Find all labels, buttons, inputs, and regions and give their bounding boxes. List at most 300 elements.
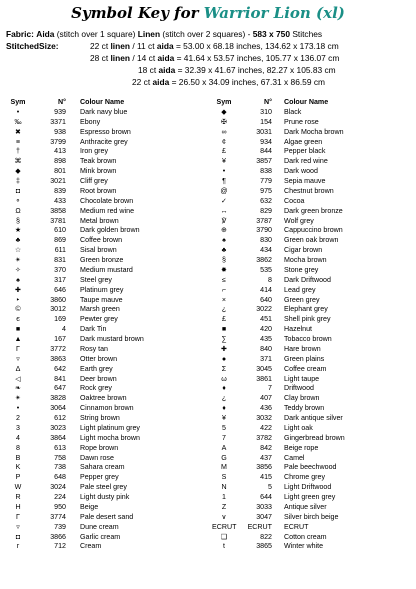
key-row [0, 394, 208, 404]
colour-name: Dark golden brown [80, 226, 140, 235]
dmc-number: 838 [260, 167, 272, 176]
right-column [208, 98, 416, 552]
colour-name: Pewter grey [80, 315, 118, 324]
key-row [208, 542, 416, 552]
colour-name: Pale beechwood [284, 463, 337, 472]
symbol-glyph: S [221, 473, 227, 482]
colour-name: Medium red wine [80, 206, 135, 215]
key-row [208, 128, 416, 138]
key-row [0, 315, 208, 325]
colour-name: Beige rope [284, 443, 319, 452]
colour-name: Dark Mocha brown [284, 127, 344, 136]
colour-name: Hazelnut [284, 325, 312, 334]
symbol-glyph: ❧ [15, 384, 21, 393]
dmc-number: 831 [54, 256, 66, 264]
dmc-number: 3861 [256, 374, 272, 383]
header-num: N° [264, 98, 272, 106]
key-row [208, 177, 416, 187]
key-row [0, 197, 208, 207]
colour-name: Gingerbread brown [284, 433, 345, 442]
symbol-glyph: Ω [15, 206, 21, 215]
colour-name: Algae green [284, 137, 323, 146]
colour-name: Light mocha brown [80, 433, 140, 442]
colour-name: Dark antique silver [284, 414, 343, 422]
colour-name: Coffee brown [80, 236, 123, 245]
colour-name: Chestnut brown [284, 186, 334, 195]
symbol-glyph: N [221, 483, 227, 492]
header-sym: Sym [216, 98, 232, 106]
key-row [0, 483, 208, 493]
key-row [0, 454, 208, 464]
dmc-number: 3787 [256, 216, 272, 225]
dmc-number: 613 [54, 443, 66, 452]
key-row [0, 542, 208, 552]
size-fabric: aida [158, 65, 176, 75]
symbol-glyph: ◘ [15, 186, 21, 195]
key-row [208, 296, 416, 306]
key-row [0, 147, 208, 157]
dmc-number: 415 [260, 473, 272, 482]
symbol-glyph: ↔ [220, 206, 228, 215]
symbol-glyph: 3 [16, 423, 20, 432]
colour-name: Pepper grey [80, 473, 119, 482]
title-main: Symbol Key for [71, 4, 204, 22]
colour-name: Silver birch beige [284, 512, 339, 521]
size-pre: 22 ct [90, 41, 111, 51]
dmc-number: 224 [54, 493, 66, 501]
symbol-glyph: ◁ [15, 374, 21, 383]
dmc-number: 3021 [50, 177, 66, 185]
symbol-glyph: ✖ [15, 127, 21, 136]
dmc-number: 801 [54, 167, 66, 176]
key-row [0, 513, 208, 523]
key-row [208, 355, 416, 365]
size-post: = 26.50 x 34.09 inches, 67.31 x 86.59 cm [169, 77, 325, 87]
dmc-number: 611 [54, 246, 66, 255]
symbol-glyph: ECRUT [212, 522, 237, 531]
colour-name: Platinum grey [80, 285, 124, 294]
key-row [208, 286, 416, 296]
title-highlight: Warrior Lion (xl) [203, 4, 345, 22]
dmc-number: 648 [54, 473, 66, 482]
colour-name: Cinnamon brown [80, 404, 134, 413]
symbol-glyph: ■ [15, 325, 21, 334]
size-post: = 32.39 x 41.67 inches, 82.27 x 105.83 cm [175, 65, 336, 75]
symbol-glyph: • [222, 167, 226, 176]
symbol-glyph: • [16, 404, 20, 413]
dmc-number: 822 [260, 532, 272, 541]
symbol-glyph: × [221, 295, 227, 304]
symbol-glyph: § [222, 256, 226, 264]
key-row [208, 108, 416, 118]
key-row [0, 187, 208, 197]
key-row [208, 444, 416, 454]
dmc-number: ECRUT [247, 522, 272, 531]
colour-name: Dark Driftwood [284, 275, 331, 284]
size-fabric2: aida [156, 41, 174, 51]
dmc-number: 3772 [50, 344, 66, 353]
key-row [208, 375, 416, 385]
colour-name: Coffee cream [284, 364, 327, 373]
colour-name: Clay brown [284, 394, 320, 403]
size-mid: / 11 ct [130, 41, 157, 51]
key-row [208, 335, 416, 345]
stitch-count: 583 x 750 [252, 29, 290, 39]
symbol-glyph: § [16, 216, 20, 225]
symbol-glyph: ∑ [221, 335, 227, 343]
key-row [208, 315, 416, 325]
size-pre: 18 ct [138, 65, 159, 75]
symbol-glyph: ♣ [15, 236, 21, 245]
colour-name: Otter brown [80, 354, 118, 363]
symbol-glyph: ♠ [16, 275, 20, 284]
size-mid: / 14 ct [130, 53, 158, 63]
key-row [208, 266, 416, 276]
dmc-number: 169 [54, 315, 66, 324]
symbol-glyph: ◘ [15, 532, 21, 541]
key-row [0, 365, 208, 375]
dmc-number: 842 [260, 443, 272, 452]
dmc-number: 3863 [50, 354, 66, 363]
dmc-number: 5 [268, 483, 272, 492]
dmc-number: 3856 [256, 463, 272, 472]
dmc-number: 371 [260, 354, 272, 363]
dmc-number: 844 [260, 147, 272, 156]
colour-name: Light oak [284, 423, 313, 432]
key-row [208, 226, 416, 236]
key-row [208, 365, 416, 375]
key-row [208, 197, 416, 207]
symbol-glyph: M [221, 463, 227, 472]
colour-name: Ebony [80, 117, 101, 126]
key-row [208, 345, 416, 355]
symbol-glyph: ♠ [222, 236, 226, 245]
symbol-glyph: ◆ [15, 167, 21, 176]
dmc-number: 3782 [256, 433, 272, 442]
key-row [208, 207, 416, 217]
colour-name: Dark green bronze [284, 206, 343, 215]
symbol-glyph: ◆ [221, 107, 227, 116]
colour-name: Tobacco brown [284, 335, 332, 343]
dmc-number: 3781 [50, 216, 66, 225]
colour-name: Root brown [80, 186, 117, 195]
colour-name: Antique silver [284, 502, 327, 511]
colour-name: Garlic cream [80, 532, 121, 541]
colour-name: Cappuccino brown [284, 226, 343, 235]
key-row [0, 286, 208, 296]
colour-name: ECRUT [284, 522, 309, 531]
key-row [208, 503, 416, 513]
colour-name: Mink brown [80, 167, 117, 176]
size-fabric: linen [110, 41, 131, 51]
dmc-number: 3023 [50, 423, 66, 432]
key-row [0, 345, 208, 355]
dmc-number: 3862 [256, 256, 272, 264]
symbol-glyph: ▿ [16, 354, 20, 363]
size-post: = 53.00 x 68.18 inches, 134.62 x 173.18 cm [173, 41, 339, 51]
symbol-glyph: ∨ [221, 512, 227, 521]
dmc-number: 3012 [50, 305, 66, 314]
key-row [0, 375, 208, 385]
dmc-number: 3858 [50, 206, 66, 215]
colour-name: Cotton cream [284, 532, 327, 541]
dmc-number: 317 [54, 275, 66, 284]
symbol-glyph: B [15, 453, 21, 462]
dmc-number: 167 [54, 335, 66, 343]
dmc-number: 370 [54, 265, 66, 274]
symbol-glyph: G [221, 453, 227, 462]
colour-name: Stone grey [284, 265, 319, 274]
key-row [0, 503, 208, 513]
key-row [0, 118, 208, 128]
dmc-number: 841 [54, 374, 66, 383]
dmc-number: 610 [54, 226, 66, 235]
symbol-glyph: ♣ [221, 246, 227, 255]
colour-name: Dawn rose [80, 453, 114, 462]
symbol-glyph: ✸ [221, 265, 227, 274]
colour-name: Pepper black [284, 147, 326, 156]
colour-name: Light Driftwood [284, 483, 332, 492]
symbol-glyph: ¥ [222, 157, 226, 166]
size-post: = 41.64 x 53.57 inches, 105.77 x 136.07 cm [174, 53, 340, 63]
symbol-glyph: 7 [222, 433, 226, 442]
dmc-number: 934 [260, 137, 272, 146]
key-row [0, 296, 208, 306]
key-row [208, 147, 416, 157]
stitches-label: Stitches [292, 29, 323, 39]
size-fabric2: aida [157, 53, 175, 63]
colour-name: Driftwood [284, 384, 314, 393]
key-row [0, 167, 208, 177]
table-header [0, 98, 208, 108]
key-row [0, 157, 208, 167]
dmc-number: 779 [260, 177, 272, 185]
key-row [0, 236, 208, 246]
dmc-number: 3790 [256, 226, 272, 235]
colour-name: Cream [80, 542, 102, 551]
key-row [0, 325, 208, 335]
dmc-number: 8 [268, 275, 272, 284]
key-row [208, 454, 416, 464]
symbol-glyph: ω [221, 374, 227, 383]
key-row [0, 305, 208, 315]
symbol-glyph: 2 [16, 414, 20, 422]
dmc-number: 839 [54, 186, 66, 195]
symbol-glyph: ▿ [16, 522, 20, 531]
dmc-number: 938 [54, 127, 66, 136]
dmc-number: 310 [260, 107, 272, 116]
dmc-number: 3857 [256, 157, 272, 166]
colour-name: Taupe mauve [80, 295, 123, 304]
dmc-number: 898 [54, 157, 66, 166]
symbol-glyph: ✠ [221, 117, 227, 126]
dmc-number: 632 [260, 196, 272, 205]
left-column [0, 98, 208, 552]
colour-name: Chocolate brown [80, 196, 134, 205]
key-row [208, 138, 416, 148]
symbol-glyph: † [16, 147, 20, 156]
colour-name: Dark Tin [80, 325, 107, 334]
colour-name: Chrome grey [284, 473, 326, 482]
dmc-number: 840 [260, 344, 272, 353]
key-row [208, 325, 416, 335]
symbol-glyph: ✴ [15, 394, 21, 403]
key-row [0, 138, 208, 148]
size-pre: 22 ct [132, 77, 153, 87]
symbol-glyph: ■ [221, 325, 227, 334]
colour-name: Earth grey [80, 364, 113, 373]
key-row [0, 256, 208, 266]
dmc-number: 436 [260, 404, 272, 413]
symbol-glyph: є [16, 315, 20, 324]
fabric-aida: Aida [36, 29, 55, 39]
key-row [0, 128, 208, 138]
dmc-number: 830 [260, 236, 272, 245]
colour-name: Steel grey [80, 275, 112, 284]
dmc-number: 414 [260, 285, 272, 294]
symbol-glyph: Σ [221, 364, 227, 373]
colour-name: Light taupe [284, 374, 320, 383]
colour-name: Dark red wine [284, 157, 328, 166]
symbol-glyph: ≤ [222, 275, 226, 284]
key-row [0, 335, 208, 345]
dmc-number: 422 [260, 423, 272, 432]
dmc-number: 646 [54, 285, 66, 294]
colour-name: Pale desert sand [80, 512, 134, 521]
dmc-number: 712 [54, 542, 66, 551]
colour-name: Cigar brown [284, 246, 323, 255]
dmc-number: 869 [54, 236, 66, 245]
symbol-glyph: Γ [16, 344, 20, 353]
symbol-glyph: @ [220, 186, 228, 195]
stitched-size-row [138, 65, 336, 75]
key-row [0, 276, 208, 286]
symbol-glyph: ★ [14, 226, 22, 235]
dmc-number: 3022 [256, 305, 272, 314]
colour-name: Sisal brown [80, 246, 117, 255]
dmc-number: 4 [62, 325, 66, 334]
key-row [208, 473, 416, 483]
colour-name: Dark wood [284, 167, 318, 176]
colour-name: Marsh green [80, 305, 120, 314]
key-row [208, 513, 416, 523]
colour-name: Green oak brown [284, 236, 339, 245]
fabric-label: Fabric: [6, 29, 34, 39]
key-row [208, 434, 416, 444]
symbol-glyph: H [15, 502, 21, 511]
colour-name: Light green grey [284, 493, 336, 501]
key-row [0, 226, 208, 236]
key-row [0, 493, 208, 503]
colour-name: Rope brown [80, 443, 119, 452]
symbol-glyph: ⌘ [14, 157, 22, 166]
key-row [0, 384, 208, 394]
colour-name: Teak brown [80, 157, 117, 166]
colour-name: Pale steel grey [80, 483, 127, 492]
dmc-number: 975 [260, 186, 272, 195]
header-name: Colour Name [284, 98, 329, 106]
key-row [0, 473, 208, 483]
key-row [0, 424, 208, 434]
dmc-number: 3866 [50, 532, 66, 541]
dmc-number: 3774 [50, 512, 66, 521]
colour-name: Elephant grey [284, 305, 328, 314]
dmc-number: 642 [54, 364, 66, 373]
dmc-number: 3031 [256, 127, 272, 136]
stitched-size-row [132, 77, 325, 87]
dmc-number: 3047 [256, 512, 272, 521]
colour-name: Oaktree brown [80, 394, 127, 403]
symbol-glyph: ● [221, 354, 227, 363]
symbol-glyph: £ [222, 147, 226, 156]
symbol-glyph: 5 [222, 423, 226, 432]
size-pre: 28 ct [90, 53, 111, 63]
key-row [208, 483, 416, 493]
symbol-glyph: R [15, 493, 21, 501]
dmc-number: 433 [54, 196, 66, 205]
key-row [0, 177, 208, 187]
key-row [208, 394, 416, 404]
symbol-glyph: ⌐ [221, 285, 227, 294]
dmc-number: 3033 [256, 502, 272, 511]
key-row [0, 533, 208, 543]
colour-name: Light dusty pink [80, 493, 130, 501]
header-num: N° [58, 98, 66, 106]
colour-name: Black [284, 107, 302, 116]
key-row [208, 493, 416, 503]
colour-name: Sepia mauve [284, 177, 326, 185]
dmc-number: 3828 [50, 394, 66, 403]
key-row [0, 108, 208, 118]
colour-name: Metal brown [80, 216, 119, 225]
key-row [208, 236, 416, 246]
symbol-glyph: ¿ [221, 394, 227, 403]
symbol-glyph: ¢ [222, 137, 226, 146]
key-row [208, 256, 416, 266]
dmc-number: 644 [260, 493, 272, 501]
key-row [208, 167, 416, 177]
key-row [208, 533, 416, 543]
symbol-glyph: ‰ [14, 117, 22, 126]
colour-name: Rock grey [80, 384, 112, 393]
key-row [208, 118, 416, 128]
key-row [0, 246, 208, 256]
dmc-number: 738 [54, 463, 66, 472]
fabric-aida-note: (stitch over 1 square) [56, 29, 136, 39]
page-title [0, 4, 416, 22]
colour-name: Cocoa [284, 196, 305, 205]
key-row [208, 404, 416, 414]
symbol-glyph: ℣ [221, 216, 227, 225]
colour-name: Wolf grey [284, 216, 314, 225]
dmc-number: 437 [260, 453, 272, 462]
table-header [208, 98, 416, 108]
colour-name: Deer brown [80, 374, 117, 383]
symbol-glyph: ✚ [15, 285, 21, 294]
key-row [208, 217, 416, 227]
symbol-glyph: 8 [16, 443, 20, 452]
colour-name: Iron grey [80, 147, 108, 156]
dmc-number: 3799 [50, 137, 66, 146]
key-row [0, 434, 208, 444]
symbol-glyph: 1 [222, 493, 226, 501]
key-row [208, 246, 416, 256]
colour-name: Mocha brown [284, 256, 327, 264]
colour-name: Camel [284, 453, 305, 462]
symbol-glyph: ✓ [221, 196, 227, 205]
symbol-glyph: г [16, 542, 20, 551]
dmc-number: 535 [260, 265, 272, 274]
